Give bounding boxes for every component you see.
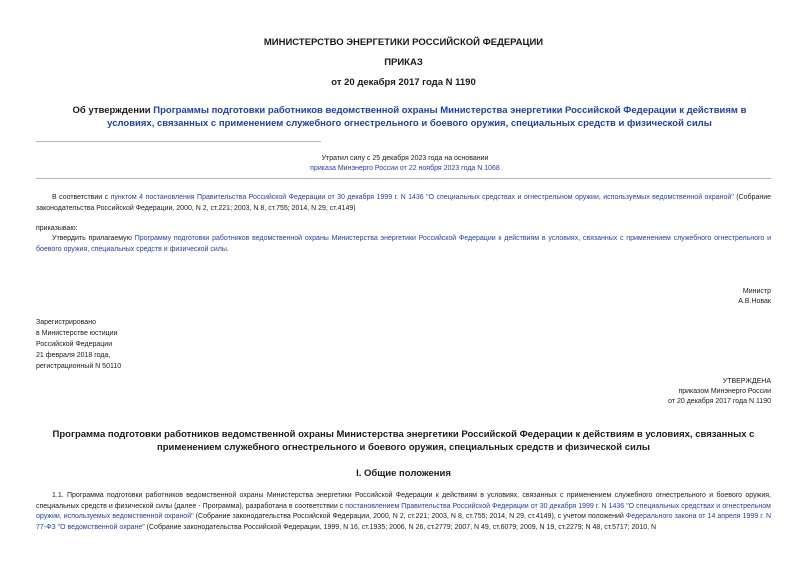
registration-line: в Министерстве юстиции bbox=[36, 330, 118, 337]
approval-line: от 20 декабря 2017 года N 1190 bbox=[668, 398, 771, 405]
registration-line: Российской Федерации bbox=[36, 341, 113, 348]
order-link[interactable]: Программу подготовки работников ведомственной охраны Министерства энергетики Российской Федерации к действиям в условиях, связанных с применением служебного огнестрельного и боевого оружия, специальных средств и физической силы bbox=[36, 235, 772, 253]
section-link-law[interactable]: Федерального закона от 14 апреля 1999 г. N 77-ФЗ "О ведомственной охране" bbox=[36, 513, 771, 531]
section-link-decree[interactable]: постановлением Правительства Российской Федерации от 30 декабря 1999 г. N 1436 "О специальных средствах и огнестрельном оружии, используемых ведомственной охраной" bbox=[36, 502, 771, 520]
section-text: (Собрание законодательства Российской Федерации, 1999, N 16, ст.1935; 2006, N 26, ст.2779; 2007, N 49, ст.6079; 2009, N 19, ст.2279; N 48, ст.5717; 2010, N bbox=[144, 523, 657, 531]
doc-title-link[interactable]: Программы подготовки работников ведомственной охраны Министерства энергетики Российской Федерации к действиям в условиях, связанных с применением служебного огнестрельного и боевого оружия, специальных средств и физической силы bbox=[107, 105, 747, 129]
doc-title bbox=[48, 104, 771, 130]
status-note-link[interactable]: приказа Минэнерго России от 22 ноября 2023 года N 1068 bbox=[310, 165, 500, 172]
order-paragraph bbox=[36, 234, 771, 255]
section-text: (Собрание законодательства Российской Федерации, 2000, N 2, ст.221; 2003, N 8, ст.755; 2014, N 29, ст.4149), с учетом положений bbox=[193, 513, 626, 520]
section-paragraph bbox=[36, 491, 771, 533]
doc-type: ПРИКАЗ bbox=[384, 57, 423, 68]
status-note-line: Утратил силу с 25 декабря 2023 года на основании bbox=[321, 155, 489, 162]
preamble-text: В соответствии с bbox=[52, 194, 111, 201]
registration-line: Зарегистрировано bbox=[36, 319, 96, 326]
registration-block bbox=[36, 317, 121, 372]
registration-line: 21 февраля 2018 года, bbox=[36, 352, 111, 359]
order-text-end: . bbox=[226, 245, 229, 253]
section-text: 1.1. Программа подготовки работников ведомственной охраны Министерства энергетики Российской Федерации к действиям в условиях, связанных с применением служебного огнестрельного и боевого оружия, специальных средств и физической силы (далее - Программа), разработана в соответствии с bbox=[36, 492, 771, 510]
doc-title-prefix: Об утверждении bbox=[72, 105, 154, 116]
registration-line: регистрационный N 50110 bbox=[36, 363, 122, 370]
status-note bbox=[220, 154, 590, 174]
program-title: Программа подготовки работников ведомственной охраны Министерства энергетики Российской Федерации к действиям в условиях, связанных с применением служебного огнестрельного и боевого оружия, специальных средств и физической силы bbox=[52, 429, 755, 453]
section-heading: I. Общие положения bbox=[356, 468, 451, 479]
order-text: Утвердить прилагаемую bbox=[52, 235, 135, 242]
signature-block bbox=[738, 287, 771, 307]
approval-line: УТВЕРЖДЕНА bbox=[722, 378, 771, 385]
preamble-paragraph bbox=[36, 193, 771, 214]
signature-role: Министр bbox=[742, 288, 771, 295]
doc-date-number: от 20 декабря 2017 года N 1190 bbox=[331, 77, 476, 88]
preamble-source: (Собрание законодательства Российской Федерации, 2000, N 2, ст.221; 2003, N 8, ст.755; 2014, N 29, ст.4149) bbox=[36, 194, 772, 212]
preamble-link[interactable]: пунктом 4 постановления Правительства Российской Федерации от 30 декабря 1999 г. N 1436 "О специальных средствах и огнестрельном оружии, используемых ведомственной охраной" bbox=[110, 194, 734, 201]
signature-name: А.В.Новак bbox=[738, 298, 771, 305]
approval-block bbox=[668, 377, 771, 407]
approval-line: приказом Минэнерго России bbox=[678, 388, 771, 395]
order-heading: приказываю: bbox=[36, 225, 78, 232]
divider bbox=[36, 178, 771, 179]
divider bbox=[36, 141, 321, 142]
ministry-name: МИНИСТЕРСТВО ЭНЕРГЕТИКИ РОССИЙСКОЙ ФЕДЕРАЦИИ bbox=[263, 37, 544, 48]
